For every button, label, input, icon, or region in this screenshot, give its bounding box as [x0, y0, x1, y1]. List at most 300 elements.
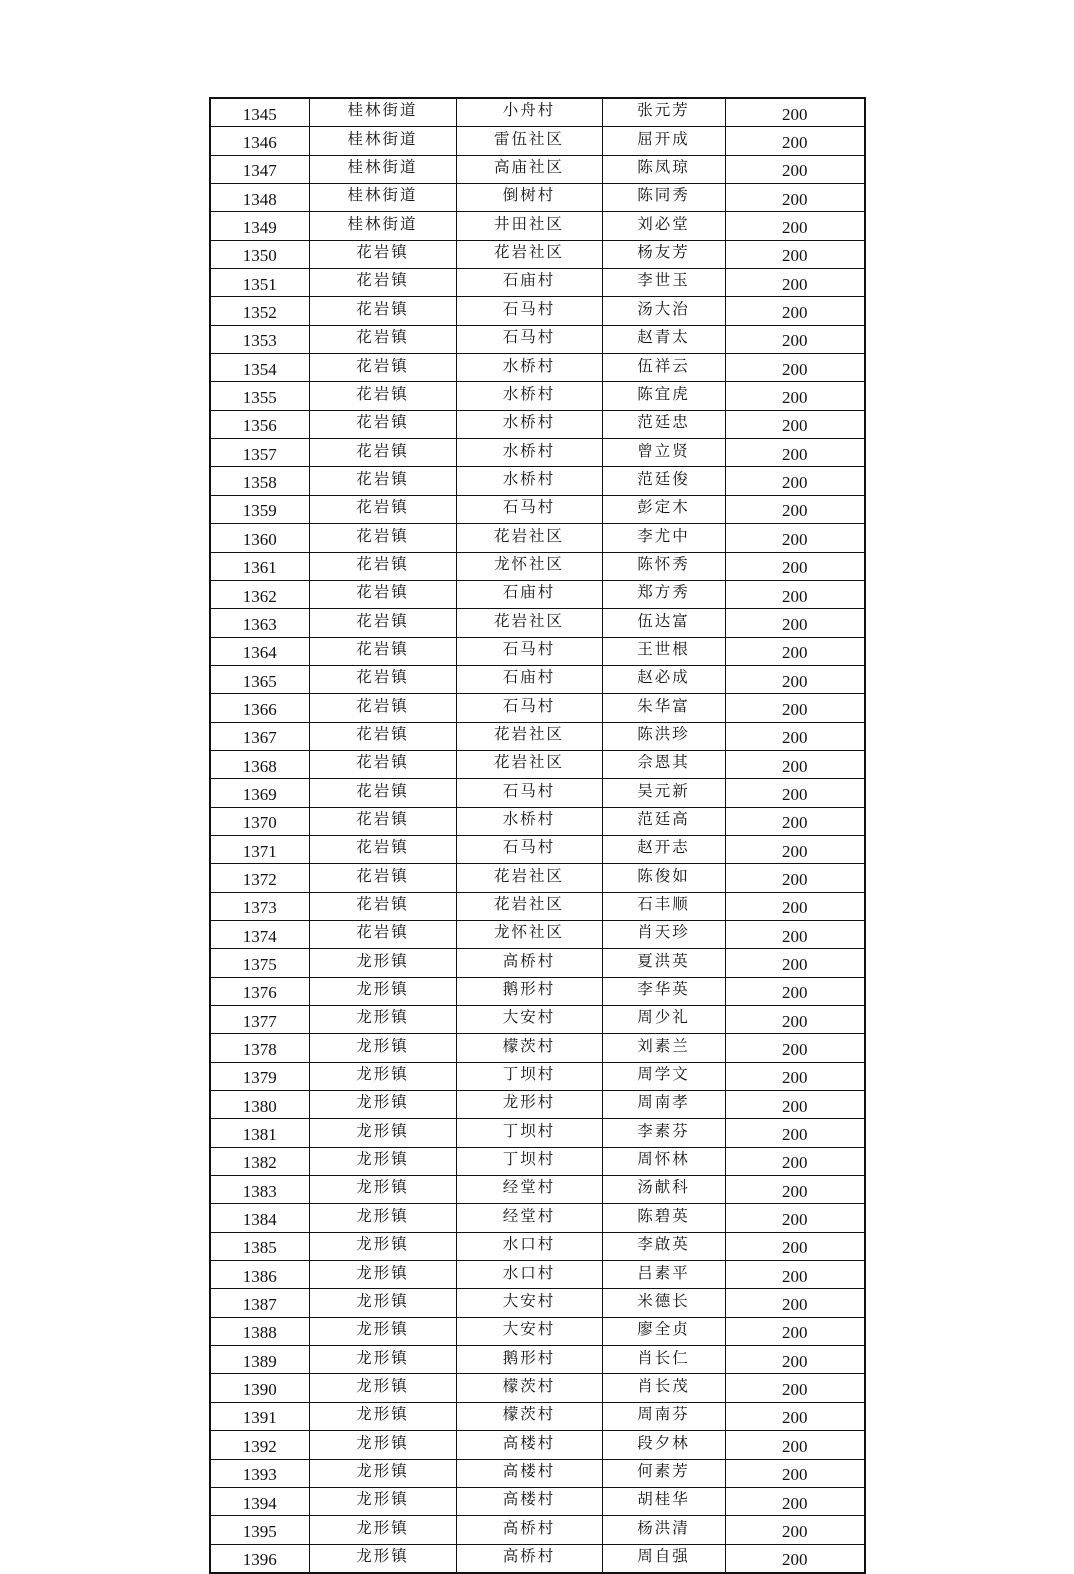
village-cell: 石马村 — [456, 779, 602, 807]
row-number-cell: 1395 — [210, 1516, 309, 1544]
row-number-cell: 1348 — [210, 184, 309, 212]
town-cell: 桂林街道 — [309, 98, 456, 127]
town-cell: 龙形镇 — [309, 1402, 456, 1430]
table-row — [210, 920, 865, 948]
amount-cell: 200 — [725, 779, 865, 807]
village-cell: 花岩社区 — [456, 609, 602, 637]
table-row — [210, 354, 865, 382]
recipient-name-cell: 李世玉 — [602, 269, 725, 297]
row-number-cell: 1383 — [210, 1176, 309, 1204]
table-row — [210, 807, 865, 835]
recipient-name-cell: 米德长 — [602, 1289, 725, 1317]
row-number-cell: 1347 — [210, 155, 309, 183]
town-cell: 龙形镇 — [309, 1289, 456, 1317]
town-cell: 龙形镇 — [309, 1317, 456, 1345]
row-number-cell: 1364 — [210, 637, 309, 665]
amount-cell: 200 — [725, 297, 865, 325]
recipient-name-cell: 周南芬 — [602, 1402, 725, 1430]
amount-cell: 200 — [725, 410, 865, 438]
recipient-name-cell: 胡桂华 — [602, 1487, 725, 1515]
town-cell: 龙形镇 — [309, 949, 456, 977]
town-cell: 花岩镇 — [309, 779, 456, 807]
town-cell: 桂林街道 — [309, 212, 456, 240]
town-cell: 花岩镇 — [309, 835, 456, 863]
row-number-cell: 1356 — [210, 410, 309, 438]
amount-cell: 200 — [725, 864, 865, 892]
town-cell: 花岩镇 — [309, 495, 456, 523]
village-cell: 水桥村 — [456, 439, 602, 467]
table-row — [210, 297, 865, 325]
amount-cell: 200 — [725, 920, 865, 948]
town-cell: 龙形镇 — [309, 1544, 456, 1573]
village-cell: 高楼村 — [456, 1431, 602, 1459]
village-cell: 龙形村 — [456, 1091, 602, 1119]
table-row — [210, 892, 865, 920]
recipient-name-cell: 刘素兰 — [602, 1034, 725, 1062]
row-number-cell: 1380 — [210, 1091, 309, 1119]
amount-cell: 200 — [725, 609, 865, 637]
table-row — [210, 1176, 865, 1204]
village-cell: 井田社区 — [456, 212, 602, 240]
amount-cell: 200 — [725, 665, 865, 693]
town-cell: 花岩镇 — [309, 354, 456, 382]
row-number-cell: 1357 — [210, 439, 309, 467]
row-number-cell: 1352 — [210, 297, 309, 325]
table-row — [210, 439, 865, 467]
town-cell: 花岩镇 — [309, 297, 456, 325]
row-number-cell: 1373 — [210, 892, 309, 920]
table-row — [210, 1119, 865, 1147]
table-row — [210, 1147, 865, 1175]
table-row — [210, 1346, 865, 1374]
town-cell: 桂林街道 — [309, 155, 456, 183]
table-row — [210, 382, 865, 410]
amount-cell: 200 — [725, 1487, 865, 1515]
row-number-cell: 1359 — [210, 495, 309, 523]
village-cell: 石庙村 — [456, 269, 602, 297]
village-cell: 高楼村 — [456, 1487, 602, 1515]
recipient-name-cell: 廖全贞 — [602, 1317, 725, 1345]
recipient-name-cell: 王世根 — [602, 637, 725, 665]
village-cell: 雷伍社区 — [456, 127, 602, 155]
table-row — [210, 637, 865, 665]
row-number-cell: 1387 — [210, 1289, 309, 1317]
town-cell: 龙形镇 — [309, 1204, 456, 1232]
village-cell: 鹅形村 — [456, 977, 602, 1005]
amount-cell: 200 — [725, 552, 865, 580]
town-cell: 龙形镇 — [309, 1516, 456, 1544]
town-cell: 花岩镇 — [309, 467, 456, 495]
table-row — [210, 750, 865, 778]
amount-cell: 200 — [725, 467, 865, 495]
village-cell: 丁坝村 — [456, 1119, 602, 1147]
amount-cell: 200 — [725, 212, 865, 240]
village-cell: 石马村 — [456, 495, 602, 523]
amount-cell: 200 — [725, 694, 865, 722]
row-number-cell: 1388 — [210, 1317, 309, 1345]
town-cell: 龙形镇 — [309, 1374, 456, 1402]
town-cell: 龙形镇 — [309, 1431, 456, 1459]
amount-cell: 200 — [725, 325, 865, 353]
row-number-cell: 1365 — [210, 665, 309, 693]
table-row — [210, 155, 865, 183]
amount-cell: 200 — [725, 1062, 865, 1090]
recipient-name-cell: 周少礼 — [602, 1006, 725, 1034]
table-row — [210, 524, 865, 552]
amount-cell: 200 — [725, 155, 865, 183]
town-cell: 龙形镇 — [309, 1232, 456, 1260]
town-cell: 花岩镇 — [309, 609, 456, 637]
recipient-name-cell: 周怀林 — [602, 1147, 725, 1175]
recipient-name-cell: 李素芬 — [602, 1119, 725, 1147]
town-cell: 花岩镇 — [309, 694, 456, 722]
village-cell: 经堂村 — [456, 1176, 602, 1204]
table-row — [210, 1062, 865, 1090]
amount-cell: 200 — [725, 807, 865, 835]
recipient-name-cell: 伍达富 — [602, 609, 725, 637]
table-row — [210, 467, 865, 495]
village-cell: 高桥村 — [456, 949, 602, 977]
row-number-cell: 1366 — [210, 694, 309, 722]
town-cell: 花岩镇 — [309, 864, 456, 892]
village-cell: 大安村 — [456, 1289, 602, 1317]
row-number-cell: 1390 — [210, 1374, 309, 1402]
row-number-cell: 1353 — [210, 325, 309, 353]
recipient-name-cell: 陈凤琼 — [602, 155, 725, 183]
table-row — [210, 212, 865, 240]
table-row — [210, 835, 865, 863]
row-number-cell: 1345 — [210, 98, 309, 127]
recipient-name-cell: 周自强 — [602, 1544, 725, 1573]
amount-cell: 200 — [725, 892, 865, 920]
row-number-cell: 1370 — [210, 807, 309, 835]
village-cell: 高庙社区 — [456, 155, 602, 183]
village-cell: 花岩社区 — [456, 240, 602, 268]
recipient-name-cell: 李尤中 — [602, 524, 725, 552]
recipient-name-cell: 范廷高 — [602, 807, 725, 835]
row-number-cell: 1372 — [210, 864, 309, 892]
village-cell: 水桥村 — [456, 807, 602, 835]
amount-cell: 200 — [725, 382, 865, 410]
recipient-name-cell: 伍祥云 — [602, 354, 725, 382]
recipient-table-body — [210, 98, 865, 1573]
town-cell: 桂林街道 — [309, 184, 456, 212]
amount-cell: 200 — [725, 1402, 865, 1430]
town-cell: 龙形镇 — [309, 1119, 456, 1147]
row-number-cell: 1386 — [210, 1261, 309, 1289]
row-number-cell: 1391 — [210, 1402, 309, 1430]
row-number-cell: 1381 — [210, 1119, 309, 1147]
village-cell: 花岩社区 — [456, 524, 602, 552]
recipient-name-cell: 陈碧英 — [602, 1204, 725, 1232]
table-row — [210, 98, 865, 127]
amount-cell: 200 — [725, 1204, 865, 1232]
recipient-name-cell: 范廷俊 — [602, 467, 725, 495]
table-row — [210, 1374, 865, 1402]
recipient-name-cell: 肖天珍 — [602, 920, 725, 948]
row-number-cell: 1385 — [210, 1232, 309, 1260]
row-number-cell: 1355 — [210, 382, 309, 410]
table-row — [210, 694, 865, 722]
recipient-name-cell: 陈宜虎 — [602, 382, 725, 410]
amount-cell: 200 — [725, 1232, 865, 1260]
recipient-name-cell: 陈俊如 — [602, 864, 725, 892]
amount-cell: 200 — [725, 580, 865, 608]
amount-cell: 200 — [725, 495, 865, 523]
town-cell: 花岩镇 — [309, 722, 456, 750]
recipient-name-cell: 赵必成 — [602, 665, 725, 693]
village-cell: 花岩社区 — [456, 892, 602, 920]
amount-cell: 200 — [725, 98, 865, 127]
town-cell: 花岩镇 — [309, 240, 456, 268]
recipient-name-cell: 杨洪清 — [602, 1516, 725, 1544]
table-row — [210, 127, 865, 155]
amount-cell: 200 — [725, 1147, 865, 1175]
village-cell: 檬茨村 — [456, 1402, 602, 1430]
recipient-name-cell: 赵青太 — [602, 325, 725, 353]
village-cell: 石马村 — [456, 637, 602, 665]
table-row — [210, 1544, 865, 1573]
amount-cell: 200 — [725, 1459, 865, 1487]
amount-cell: 200 — [725, 1289, 865, 1317]
recipient-name-cell: 肖长茂 — [602, 1374, 725, 1402]
recipient-name-cell: 曾立贤 — [602, 439, 725, 467]
recipient-name-cell: 周南孝 — [602, 1091, 725, 1119]
amount-cell: 200 — [725, 1374, 865, 1402]
row-number-cell: 1394 — [210, 1487, 309, 1515]
row-number-cell: 1393 — [210, 1459, 309, 1487]
amount-cell: 200 — [725, 835, 865, 863]
table-row — [210, 325, 865, 353]
table-row — [210, 580, 865, 608]
town-cell: 龙形镇 — [309, 1006, 456, 1034]
table-row — [210, 1317, 865, 1345]
amount-cell: 200 — [725, 977, 865, 1005]
recipient-name-cell: 吴元新 — [602, 779, 725, 807]
town-cell: 龙形镇 — [309, 1261, 456, 1289]
amount-cell: 200 — [725, 1317, 865, 1345]
town-cell: 花岩镇 — [309, 382, 456, 410]
village-cell: 丁坝村 — [456, 1147, 602, 1175]
recipient-name-cell: 吕素平 — [602, 1261, 725, 1289]
town-cell: 花岩镇 — [309, 580, 456, 608]
amount-cell: 200 — [725, 1261, 865, 1289]
village-cell: 经堂村 — [456, 1204, 602, 1232]
amount-cell: 200 — [725, 1091, 865, 1119]
town-cell: 花岩镇 — [309, 524, 456, 552]
table-row — [210, 1204, 865, 1232]
table-row — [210, 495, 865, 523]
table-row — [210, 269, 865, 297]
recipient-name-cell: 汤大治 — [602, 297, 725, 325]
village-cell: 高楼村 — [456, 1459, 602, 1487]
town-cell: 龙形镇 — [309, 977, 456, 1005]
table-row — [210, 1091, 865, 1119]
village-cell: 石马村 — [456, 297, 602, 325]
town-cell: 花岩镇 — [309, 750, 456, 778]
town-cell: 花岩镇 — [309, 892, 456, 920]
town-cell: 龙形镇 — [309, 1176, 456, 1204]
table-row — [210, 779, 865, 807]
row-number-cell: 1350 — [210, 240, 309, 268]
amount-cell: 200 — [725, 1034, 865, 1062]
town-cell: 花岩镇 — [309, 410, 456, 438]
recipient-name-cell: 李啟英 — [602, 1232, 725, 1260]
recipient-name-cell: 佘恩其 — [602, 750, 725, 778]
town-cell: 花岩镇 — [309, 807, 456, 835]
village-cell: 石马村 — [456, 325, 602, 353]
village-cell: 高桥村 — [456, 1516, 602, 1544]
table-row — [210, 1402, 865, 1430]
amount-cell: 200 — [725, 722, 865, 750]
village-cell: 水桥村 — [456, 354, 602, 382]
recipient-name-cell: 李华英 — [602, 977, 725, 1005]
row-number-cell: 1377 — [210, 1006, 309, 1034]
village-cell: 花岩社区 — [456, 864, 602, 892]
amount-cell: 200 — [725, 127, 865, 155]
table-row — [210, 1459, 865, 1487]
amount-cell: 200 — [725, 354, 865, 382]
town-cell: 花岩镇 — [309, 439, 456, 467]
amount-cell: 200 — [725, 750, 865, 778]
row-number-cell: 1358 — [210, 467, 309, 495]
town-cell: 龙形镇 — [309, 1487, 456, 1515]
village-cell: 檬茨村 — [456, 1034, 602, 1062]
recipient-name-cell: 刘必堂 — [602, 212, 725, 240]
amount-cell: 200 — [725, 1431, 865, 1459]
table-row — [210, 240, 865, 268]
recipient-name-cell: 张元芳 — [602, 98, 725, 127]
town-cell: 桂林街道 — [309, 127, 456, 155]
row-number-cell: 1349 — [210, 212, 309, 240]
row-number-cell: 1378 — [210, 1034, 309, 1062]
village-cell: 花岩社区 — [456, 722, 602, 750]
recipient-name-cell: 夏洪英 — [602, 949, 725, 977]
table-row — [210, 977, 865, 1005]
row-number-cell: 1354 — [210, 354, 309, 382]
row-number-cell: 1384 — [210, 1204, 309, 1232]
recipient-name-cell: 汤献科 — [602, 1176, 725, 1204]
row-number-cell: 1374 — [210, 920, 309, 948]
amount-cell: 200 — [725, 637, 865, 665]
table-row — [210, 184, 865, 212]
village-cell: 石马村 — [456, 835, 602, 863]
town-cell: 龙形镇 — [309, 1062, 456, 1090]
table-row — [210, 722, 865, 750]
row-number-cell: 1346 — [210, 127, 309, 155]
town-cell: 花岩镇 — [309, 325, 456, 353]
village-cell: 龙怀社区 — [456, 920, 602, 948]
recipient-name-cell: 石丰顺 — [602, 892, 725, 920]
amount-cell: 200 — [725, 439, 865, 467]
table-row — [210, 1487, 865, 1515]
table-row — [210, 1232, 865, 1260]
row-number-cell: 1351 — [210, 269, 309, 297]
table-row — [210, 1289, 865, 1317]
recipient-name-cell: 范廷忠 — [602, 410, 725, 438]
subsidy-list-sheet — [209, 97, 866, 1574]
recipient-name-cell: 肖长仁 — [602, 1346, 725, 1374]
table-row — [210, 410, 865, 438]
town-cell: 龙形镇 — [309, 1346, 456, 1374]
village-cell: 花岩社区 — [456, 750, 602, 778]
row-number-cell: 1389 — [210, 1346, 309, 1374]
table-row — [210, 1431, 865, 1459]
village-cell: 大安村 — [456, 1317, 602, 1345]
town-cell: 龙形镇 — [309, 1034, 456, 1062]
recipient-name-cell: 陈怀秀 — [602, 552, 725, 580]
amount-cell: 200 — [725, 1006, 865, 1034]
amount-cell: 200 — [725, 1346, 865, 1374]
village-cell: 倒树村 — [456, 184, 602, 212]
recipient-name-cell: 陈同秀 — [602, 184, 725, 212]
table-row — [210, 1034, 865, 1062]
town-cell: 龙形镇 — [309, 1459, 456, 1487]
recipient-name-cell: 杨友芳 — [602, 240, 725, 268]
table-row — [210, 864, 865, 892]
row-number-cell: 1368 — [210, 750, 309, 778]
row-number-cell: 1396 — [210, 1544, 309, 1573]
amount-cell: 200 — [725, 949, 865, 977]
row-number-cell: 1371 — [210, 835, 309, 863]
recipient-name-cell: 陈洪珍 — [602, 722, 725, 750]
amount-cell: 200 — [725, 524, 865, 552]
village-cell: 水桥村 — [456, 410, 602, 438]
amount-cell: 200 — [725, 1176, 865, 1204]
row-number-cell: 1392 — [210, 1431, 309, 1459]
row-number-cell: 1360 — [210, 524, 309, 552]
row-number-cell: 1367 — [210, 722, 309, 750]
village-cell: 丁坝村 — [456, 1062, 602, 1090]
row-number-cell: 1369 — [210, 779, 309, 807]
amount-cell: 200 — [725, 1544, 865, 1573]
village-cell: 鹅形村 — [456, 1346, 602, 1374]
table-row — [210, 665, 865, 693]
village-cell: 高桥村 — [456, 1544, 602, 1573]
recipient-name-cell: 段夕林 — [602, 1431, 725, 1459]
table-row — [210, 1006, 865, 1034]
village-cell: 水口村 — [456, 1232, 602, 1260]
table-row — [210, 949, 865, 977]
village-cell: 龙怀社区 — [456, 552, 602, 580]
row-number-cell: 1376 — [210, 977, 309, 1005]
village-cell: 大安村 — [456, 1006, 602, 1034]
village-cell: 檬茨村 — [456, 1374, 602, 1402]
village-cell: 水口村 — [456, 1261, 602, 1289]
row-number-cell: 1362 — [210, 580, 309, 608]
town-cell: 花岩镇 — [309, 665, 456, 693]
amount-cell: 200 — [725, 1516, 865, 1544]
town-cell: 花岩镇 — [309, 552, 456, 580]
row-number-cell: 1382 — [210, 1147, 309, 1175]
village-cell: 水桥村 — [456, 467, 602, 495]
amount-cell: 200 — [725, 240, 865, 268]
recipient-table — [209, 97, 866, 1574]
recipient-name-cell: 郑方秀 — [602, 580, 725, 608]
village-cell: 石庙村 — [456, 665, 602, 693]
table-row — [210, 609, 865, 637]
town-cell: 花岩镇 — [309, 269, 456, 297]
town-cell: 龙形镇 — [309, 1091, 456, 1119]
amount-cell: 200 — [725, 269, 865, 297]
recipient-name-cell: 何素芳 — [602, 1459, 725, 1487]
town-cell: 花岩镇 — [309, 920, 456, 948]
row-number-cell: 1361 — [210, 552, 309, 580]
village-cell: 水桥村 — [456, 382, 602, 410]
amount-cell: 200 — [725, 1119, 865, 1147]
row-number-cell: 1363 — [210, 609, 309, 637]
recipient-name-cell: 赵开志 — [602, 835, 725, 863]
